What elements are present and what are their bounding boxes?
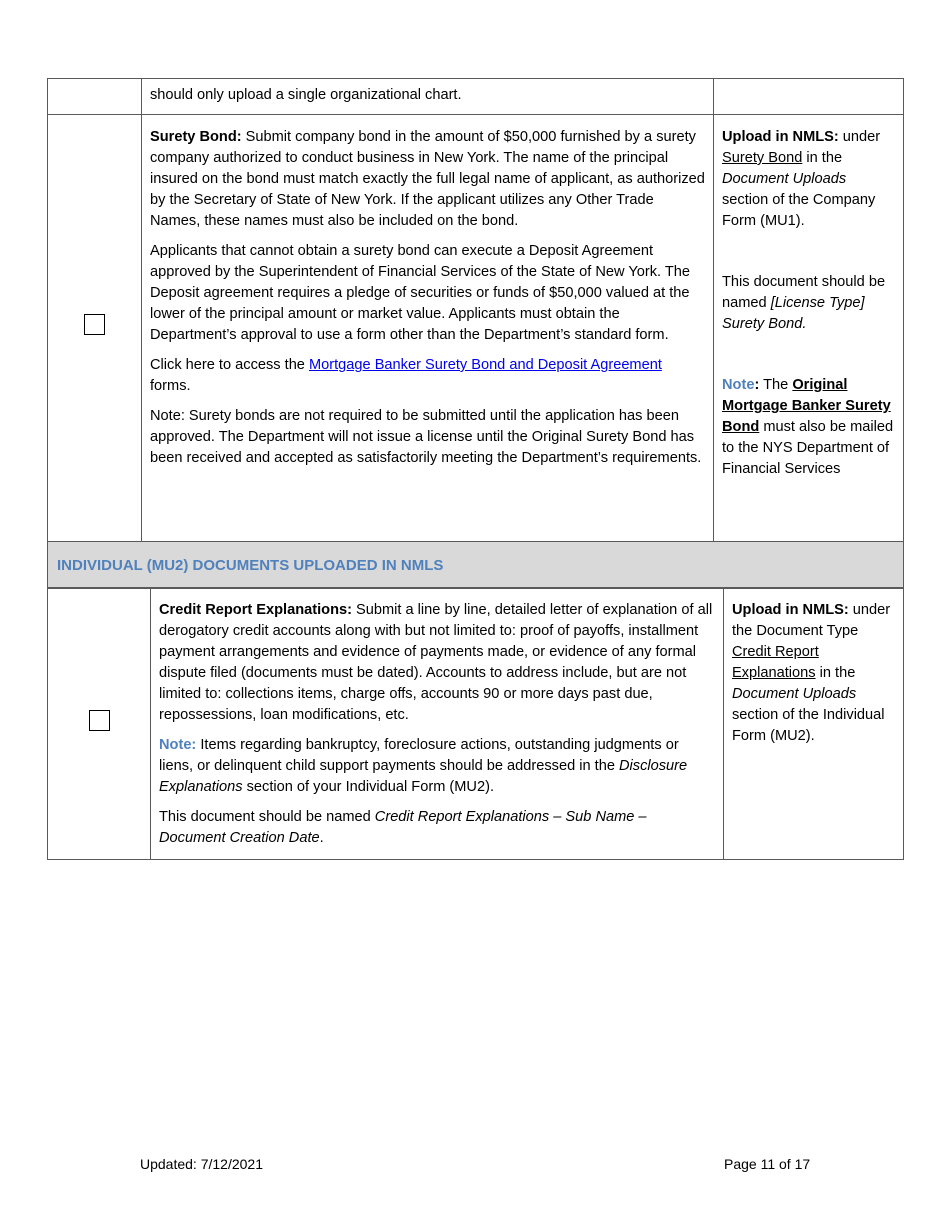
credit-upload-cell [724,588,904,860]
surety-heading: Surety Bond: [150,129,242,145]
credit-heading: Credit Report Explanations: [159,602,352,618]
credit-table [47,587,904,860]
footer-updated: Updated: 7/12/2021 [140,1156,263,1172]
surety-table [47,78,904,589]
section-header-row [48,542,904,589]
section-header: INDIVIDUAL (MU2) DOCUMENTS UPLOADED IN NMLS [48,542,904,589]
surety-paragraph: Surety Bond: Submit company bond in the amount of $50,000 furnished by a surety company authorized to conduct business in New York. The name of the principal insured on the bond must match exactly the full legal name of applicant, as authorized by the Secretary of State of New York. If the applicant utilizes any Other Trade Names, these names must also be included on the bond. [150,129,705,229]
surety-bond-forms-link[interactable]: Mortgage Banker Surety Bond and Deposit Agreement [308,357,662,373]
checkbox-cell [48,588,151,860]
surety-upload-cell [714,115,904,542]
credit-report-checkbox[interactable] [89,710,110,731]
footer-page-number: Page 11 of 17 [724,1156,811,1172]
surety-note-paragraph: Note: Surety bonds are not required to be submitted until the application has been approved. The Department will not issue a license until the Original Surety Bond has been received and accepted as satisfactorily meeting the Department’s requirements. [150,408,702,466]
continuation-text: should only upload a single organizational chart. [150,87,462,103]
forms-paragraph: Click here to access the Mortgage Banker Surety Bond and Deposit Agreement forms. [150,357,662,394]
checkbox-cell [48,115,142,542]
table-row [48,588,904,860]
empty-cell [714,79,904,115]
credit-upload-instructions: Upload in NMLS: under the Document Type Credit Report Explanations in the Document Uploads section of the Individual Form (MU2). [732,602,891,744]
table-row [48,115,904,542]
surety-description-cell [142,115,714,542]
credit-note-paragraph: Note: Items regarding bankruptcy, foreclosure actions, outstanding judgments or liens, or delinquent child support payments should be addressed in the Disclosure Explanations section of your Individual Form (MU2). [159,737,688,795]
continuation-cell [142,79,714,115]
credit-paragraph: Credit Report Explanations: Submit a line by line, detailed letter of explanation of all derogatory credit accounts along with but not limited to: proof of payoffs, installment payment arrangements and evidence of payments made, or evidence of any formal dispute filed (documents must be dated). Accounts to address include, but are not limited to: collections items, charge offs, accounts 90 or more days past due, repossessions, loan modifications, etc. [159,602,713,723]
credit-description-cell [151,588,724,860]
surety-bond-checkbox[interactable] [84,314,105,335]
credit-naming-paragraph: This document should be named Credit Report Explanations – Sub Name – Document Creation Date. [159,809,647,846]
surety-naming-instructions: This document should be named [License Type] Surety Bond. [722,274,886,332]
checkbox-cell [48,79,142,115]
table-row [48,79,904,115]
surety-mail-note: Note: The Original Mortgage Banker Surety Bond must also be mailed to the NYS Department of Financial Services [722,377,894,477]
surety-upload-instructions: Upload in NMLS: under Surety Bond in the Document Uploads section of the Company Form (MU1). [722,129,881,229]
deposit-paragraph: Applicants that cannot obtain a surety bond can execute a Deposit Agreement approved by the Superintendent of Financial Services of the State of New York. The Deposit agreement requires a pledge of securities or funds of $50,000 valued at the lower of the principal amount or market value. Applicants must obtain the Department’s approval to use a form other than the Department’s standard form. [150,243,691,343]
